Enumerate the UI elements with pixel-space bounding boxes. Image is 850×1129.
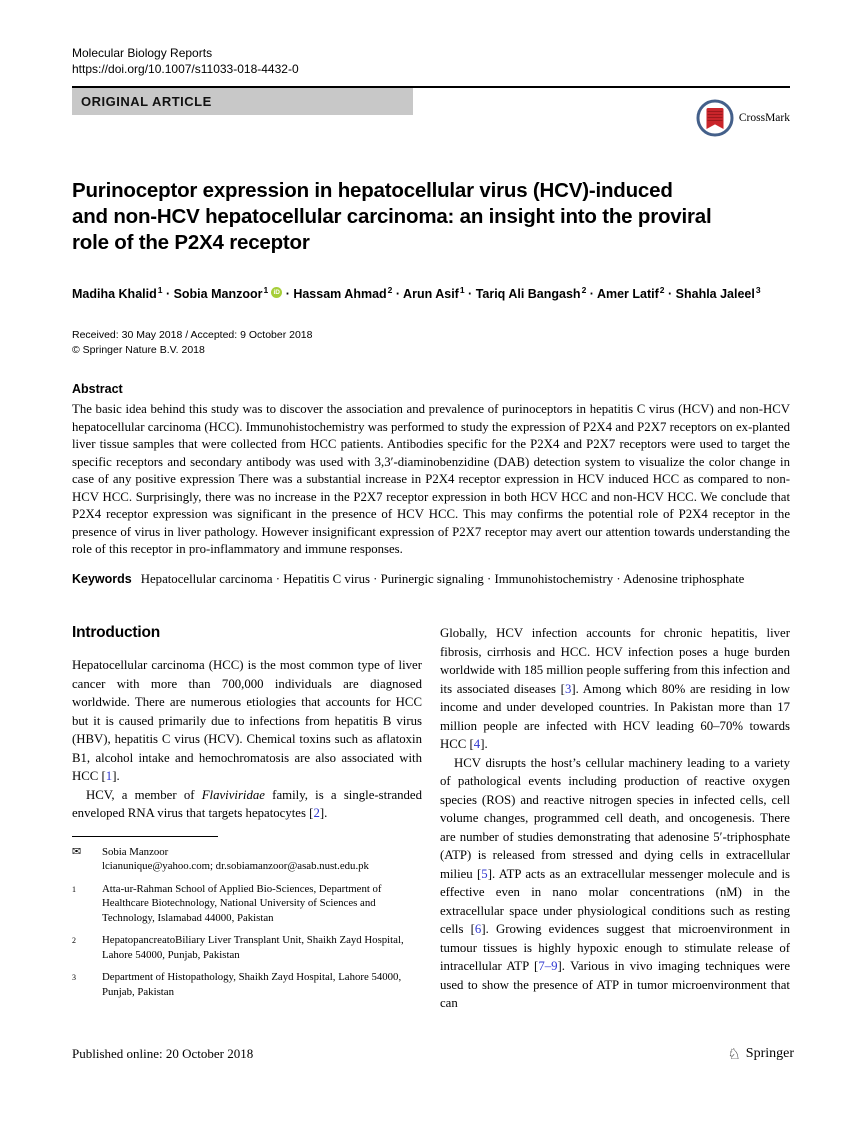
author-affiliation-sup: 3: [755, 285, 761, 295]
author-separator: ·: [162, 287, 174, 301]
left-column: [72, 624, 422, 1013]
citation-link[interactable]: 7–9: [538, 959, 558, 973]
author-affiliation-sup: 2: [387, 285, 393, 295]
corresponding-author-emails[interactable]: lcianunique@yahoo.com; dr.sobiamanzoor@asab.nust.edu.pk: [102, 860, 369, 872]
affiliation-text: Department of Histopathology, Shaikh Zayd Hospital, Lahore 54000, Punjab, Pakistan: [102, 971, 402, 998]
crossmark-icon: [695, 98, 735, 138]
citation-link[interactable]: 1: [105, 769, 113, 783]
author-name: Madiha Khalid: [72, 287, 157, 301]
journal-name: Molecular Biology Reports: [72, 46, 213, 60]
intro-paragraph: Hepatocellular carcinoma (HCC) is the most common type of liver cancer with more than 700,000 individuals are diagnosed worldwide. There are numerous etiologies that accounts for HCC but it is caused primarily due to infections from hepatitis B virus (HBV), hepatitis C virus (HCV). Chemical toxins such as aflatoxin B1, alcohol intake and hemochromatosis are also associated with HCC [1].: [72, 658, 422, 783]
author-name: Shahla Jaleel: [675, 287, 755, 301]
author-separator: ·: [664, 287, 676, 301]
author-name: Sobia Manzoor: [173, 287, 263, 301]
author-separator: ·: [586, 287, 597, 301]
intro-paragraph: Globally, HCV infection accounts for chronic hepatitis, liver fibrosis, cirrhosis and HCC. HCV infection poses a huge burden worldwide with 185 million people suffering from this infection and its associated diseases [3]. Among which 80% are residing in low income and under developed countries. In Pakistan more than 17 million people are infected with HCV leading 60–70% towards HCC [4].: [440, 626, 790, 751]
intro-paragraph: HCV disrupts the host’s cellular machinery leading to a variety of pathological events including production of reactive oxygen species (ROS) and reactive nitrogen species in infected cells, cell volume changes, programmed cell death, and oncogenesis. There are number of studies demonstrating that adenosine 5′-triphosphate (ATP) is released from stressed and dying cells in extracellular milieu [5]. ATP acts as an extracellular messenger molecule and is effective even in nano molar concentrations (nM) in the extracellular space under physiological conditions such as resting cells [6]. Growing evidences suggest that microenvironment in tumour tissues is highly hypoxic enough to stimulate release of intracellular ATP [7–9]. Various in vivo imaging techniques were used to show the presence of ATP in tumor microenvironment that can: [440, 755, 790, 1010]
citation-link[interactable]: 3: [564, 681, 572, 696]
footnotes-block: [72, 836, 422, 1000]
keywords-text: Hepatocellular carcinoma · Hepatitis C virus · Purinergic signaling · Immunohistochemistry · Adenosine triphosphate: [140, 571, 745, 586]
correspondence-note: [72, 845, 422, 874]
author-separator: ·: [392, 287, 404, 301]
author-name: Arun Asif: [403, 287, 459, 301]
affiliation-marker: 3: [72, 973, 76, 982]
article-title: [72, 178, 790, 256]
published-online-date: Published online: 20 October 2018: [72, 1046, 254, 1061]
title-line: role of the P2X4 receptor: [72, 231, 310, 254]
title-line: Purinoceptor expression in hepatocellular virus (HCV)-induced: [72, 179, 673, 202]
introduction-heading: Introduction: [72, 624, 160, 641]
copyright-line: © Springer Nature B.V. 2018: [72, 344, 205, 356]
author-separator: ·: [464, 287, 476, 301]
abstract-heading: Abstract: [72, 382, 123, 396]
affiliation-note: [72, 970, 422, 999]
crossmark-label: CrossMark: [738, 112, 790, 124]
citation-link[interactable]: 2: [313, 806, 320, 820]
springer-logo[interactable]: [727, 1046, 794, 1062]
article-type-banner: ORIGINAL ARTICLE: [72, 88, 413, 115]
received-accepted-line: Received: 30 May 2018 / Accepted: 9 October 2018: [72, 329, 313, 341]
doi-link[interactable]: https://doi.org/10.1007/s11033-018-4432-0: [72, 62, 299, 76]
author-name: Hassam Ahmad: [293, 287, 387, 301]
abstract-body: The basic idea behind this study was to discover the association and prevalence of purinoceptors in hepatitis C virus (HCV) and non-HCV hepatocellular carcinoma (HCC). Immunohistochemistry was performed to study the expression of P2X4 and P2X7 receptors on ex-planted liver tissue samples that were collected from HCC patients. Antibodies specific for the P2X4 and P2X7 receptors were used to target the specific receptors and secondary antibody was used with 3,3′-diaminobenzidine (DAB) detection system to visualize the color change in case of any positive expression There was a substantial increase in P2X4 receptor expression in HCV induced HCC as compared to non-HCV HCC. Surprisingly, there was no increase in the P2X7 receptor expression in both HCV HCC and non-HCV HCC. We conclude that P2X4 receptor expression was significant in the presence of HCV HCC. This may confirms the potential role of P2X4 receptor in the presence of virus in liver pathology. However insignificant expression of P2X7 receptor may avert our attention towards understanding the role of this receptor in pro-inflammatory and immune responses.: [72, 402, 790, 556]
affiliation-note: [72, 882, 422, 926]
corresponding-author-name: Sobia Manzoor: [102, 845, 169, 858]
author-name: Amer Latif: [596, 287, 659, 301]
author-affiliation-sup: 1: [157, 285, 163, 295]
affiliation-text: HepatopancreatoBiliary Liver Transplant Unit, Shaikh Zayd Hospital, Lahore 54000, Punjab, Pakistan: [102, 934, 404, 961]
author-affiliation-sup: 1: [263, 285, 269, 295]
footnote-rule: [72, 836, 218, 837]
affiliation-marker: 2: [72, 936, 76, 945]
keywords-heading: Keywords: [72, 571, 132, 586]
author-separator: ·: [282, 287, 294, 301]
springer-knight-icon: ♘: [727, 1044, 741, 1063]
springer-label: Springer: [745, 1046, 794, 1061]
citation-link[interactable]: 5: [481, 866, 488, 881]
citation-link[interactable]: 4: [473, 737, 481, 751]
author-affiliation-sup: 2: [581, 285, 587, 295]
affiliation-text: Atta-ur-Rahman School of Applied Bio-Sciences, Department of Healthcare Biotechnology, National University of Sciences and Technology, Islamabad 44000, Pakistan: [102, 882, 382, 924]
abstract-section: [72, 382, 790, 559]
keywords-section: [72, 571, 790, 589]
title-line: and non-HCV hepatocellular carcinoma: an insight into the proviral: [72, 205, 712, 228]
citation-link[interactable]: 6: [474, 922, 482, 936]
author-name: Tariq Ali Bangash: [475, 287, 581, 301]
envelope-icon: ✉: [72, 844, 82, 858]
right-column: [440, 624, 790, 1013]
affiliation-note: [72, 933, 422, 962]
author-affiliation-sup: 1: [459, 285, 465, 295]
author-list: [72, 282, 790, 303]
orcid-icon[interactable]: iD: [271, 287, 282, 298]
author-affiliation-sup: 2: [659, 285, 665, 295]
intro-paragraph: HCV, a member of Flaviviridae family, is a single-stranded enveloped RNA virus that targets hepatocytes [2].: [72, 787, 422, 820]
crossmark-badge[interactable]: [695, 98, 790, 138]
affiliation-marker: 1: [72, 884, 76, 894]
